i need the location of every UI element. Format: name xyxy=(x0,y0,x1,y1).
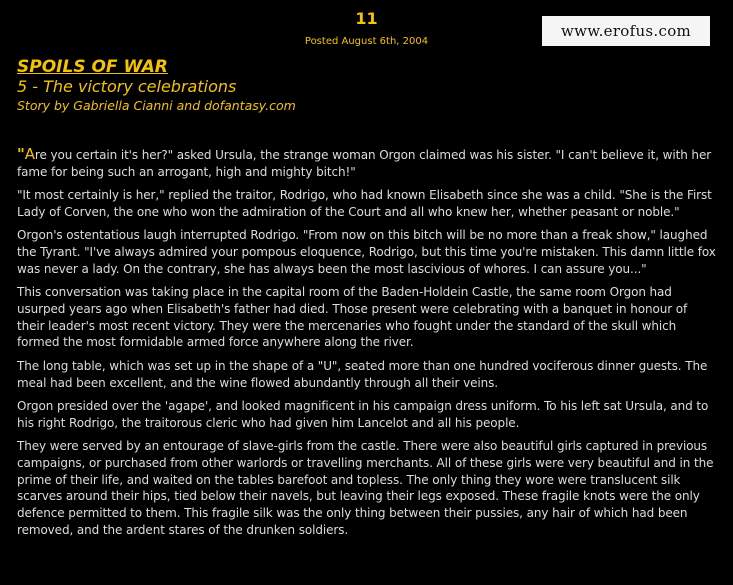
posted-date: Posted August 6th, 2004 xyxy=(304,36,429,47)
story-header xyxy=(17,57,296,115)
paragraph: Orgon's ostentatious laugh interrupted Rodrigo. "From now on this bitch will be no more than a freak show," laughed the Tyrant. "I've always admired your pompous eloquence, Rodrigo, but this time you're mistaken. This damn little fox was never a lady. On the contrary, she has always been the most lascivious of whores. I can assure you..." xyxy=(17,228,716,276)
drop-cap: A xyxy=(24,145,35,163)
story-body xyxy=(17,146,717,545)
paragraph: This conversation was taking place in the capital room of the Baden-Holdein Castle, the same room Orgon had usurped years ago when Elisabeth's father had died. Those present were celebrating with a banquet in honour of their leader's most recent victory. They were the mercenaries who fought under the standard of the skull which formed the most formidable armed force anywhere along the river. xyxy=(17,285,688,350)
story-credit: Story by Gabriella Cianni and dofantasy.com xyxy=(17,98,296,113)
paragraph: Orgon presided over the 'agape', and looked magnificent in his campaign dress uniform. To his left sat Ursula, and to his right Rodrigo, the traitorous cleric who had given him Lancelot and all his people. xyxy=(17,398,709,430)
story-subtitle: 5 - The victory celebrations xyxy=(17,77,237,96)
paragraph xyxy=(17,146,717,181)
paragraph: "It most certainly is her," replied the traitor, Rodrigo, who had known Elisabeth since she was a child. "She is the First Lady of Corven, the one who won the admiration of the Court and all who knew her, whether peasant or noble." xyxy=(17,188,712,219)
chapter-number: 11 xyxy=(355,9,378,28)
paragraph-text: re you certain it's her?" asked Ursula, the strange woman Orgon claimed was his sister. "I can't believe it, with her fame for being such an arrogant, high and mighty bitch!" xyxy=(17,148,712,179)
watermark: www.erofus.com xyxy=(542,16,710,46)
paragraph: The long table, which was set up in the shape of a "U", seated more than one hundred vociferous dinner guests. The meal had been excellent, and the wine flowed abundantly through all their veins. xyxy=(17,358,708,390)
opening-quote: " xyxy=(17,145,25,163)
paragraph: They were served by an entourage of slave-girls from the castle. There were also beautiful girls captured in previous campaigns, or purchased from other warlords or travelling merchants. All of these girls were very beautiful and in the prime of their life, and waited on the tables barefoot and topless. The only thing they wore were translucent silk scarves around their hips, tied below their navels, but leaving their legs exposed. These fragile knots were the only defence permitted to them. This fragile silk was the only thing between their pussies, any hair of which had been removed, and the ardent stares of the drunken soldiers. xyxy=(17,438,714,537)
story-title[interactable]: SPOILS OF WAR xyxy=(17,57,168,77)
